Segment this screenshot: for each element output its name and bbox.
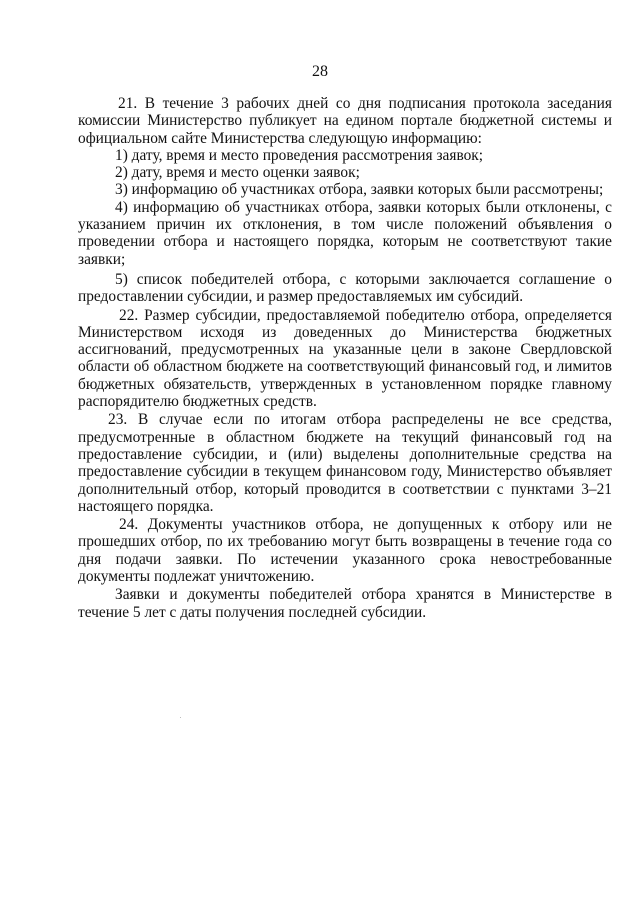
paragraph-23: 23. В случае если по итогам отбора распределены не все средства, предусмотренные в областном бюджете на текущий финансовый год на предоставление субсидии, и (или) выделены дополнительные средства на предоставление субсидии в текущем финансовом году, Министерство объявляет дополнительный отбор, который проводится в соответствии с пунктами 3–21 настоящего порядка. [78,411,612,515]
paragraph-21: 21. В течение 3 рабочих дней со дня подписания протокола заседания комиссии Министерство публикует на едином портале бюджетной системы и официальном сайте Министерства следующую информацию: [78,95,612,147]
scan-speck [180,717,181,718]
paragraph-final: Заявки и документы победителей отбора хранятся в Министерстве в течение 5 лет с даты получения последней субсидии. [78,586,612,621]
paragraph-24: 24. Документы участников отбора, не допущенных к отбору или не прошедших отбор, по их требованию могут быть возвращены в течение года со дня подачи заявки. По истечении указанного срока невостребованные документы подлежат уничтожению. [78,516,612,586]
list-item-21-2: 2) дату, время и место оценки заявок; [115,164,360,182]
list-item-21-3: 3) информацию об участниках отбора, заявки которых были рассмотрены; [115,181,604,199]
list-item-21-5: 5) список победителей отбора, с которыми заключается соглашение о предоставлении субсидии, и размер предоставляемых им субсидий. [78,270,612,306]
list-item-21-4: 4) информацию об участниках отбора, заявки которых были отклонены, с указанием причин их отклонения, в том числе положений объявления о проведении отбора и настоящего порядка, которым не соответствуют такие заявки; [78,198,612,268]
list-item-21-1: 1) дату, время и место проведения рассмотрения заявок; [115,146,484,164]
document-body [78,95,612,621]
page-number: 28 [312,63,328,80]
paragraph-22: 22. Размер субсидии, предоставляемой победителю отбора, определяется Министерством исходя из доведенных до Министерства бюджетных ассигнований, предусмотренных на указанные цели в законе Свердловской области об областном бюджете на соответствующий финансовый год, и лимитов бюджетных обязательств, утвержденных в установленном порядке главному распорядителю бюджетных средств. [78,306,612,411]
